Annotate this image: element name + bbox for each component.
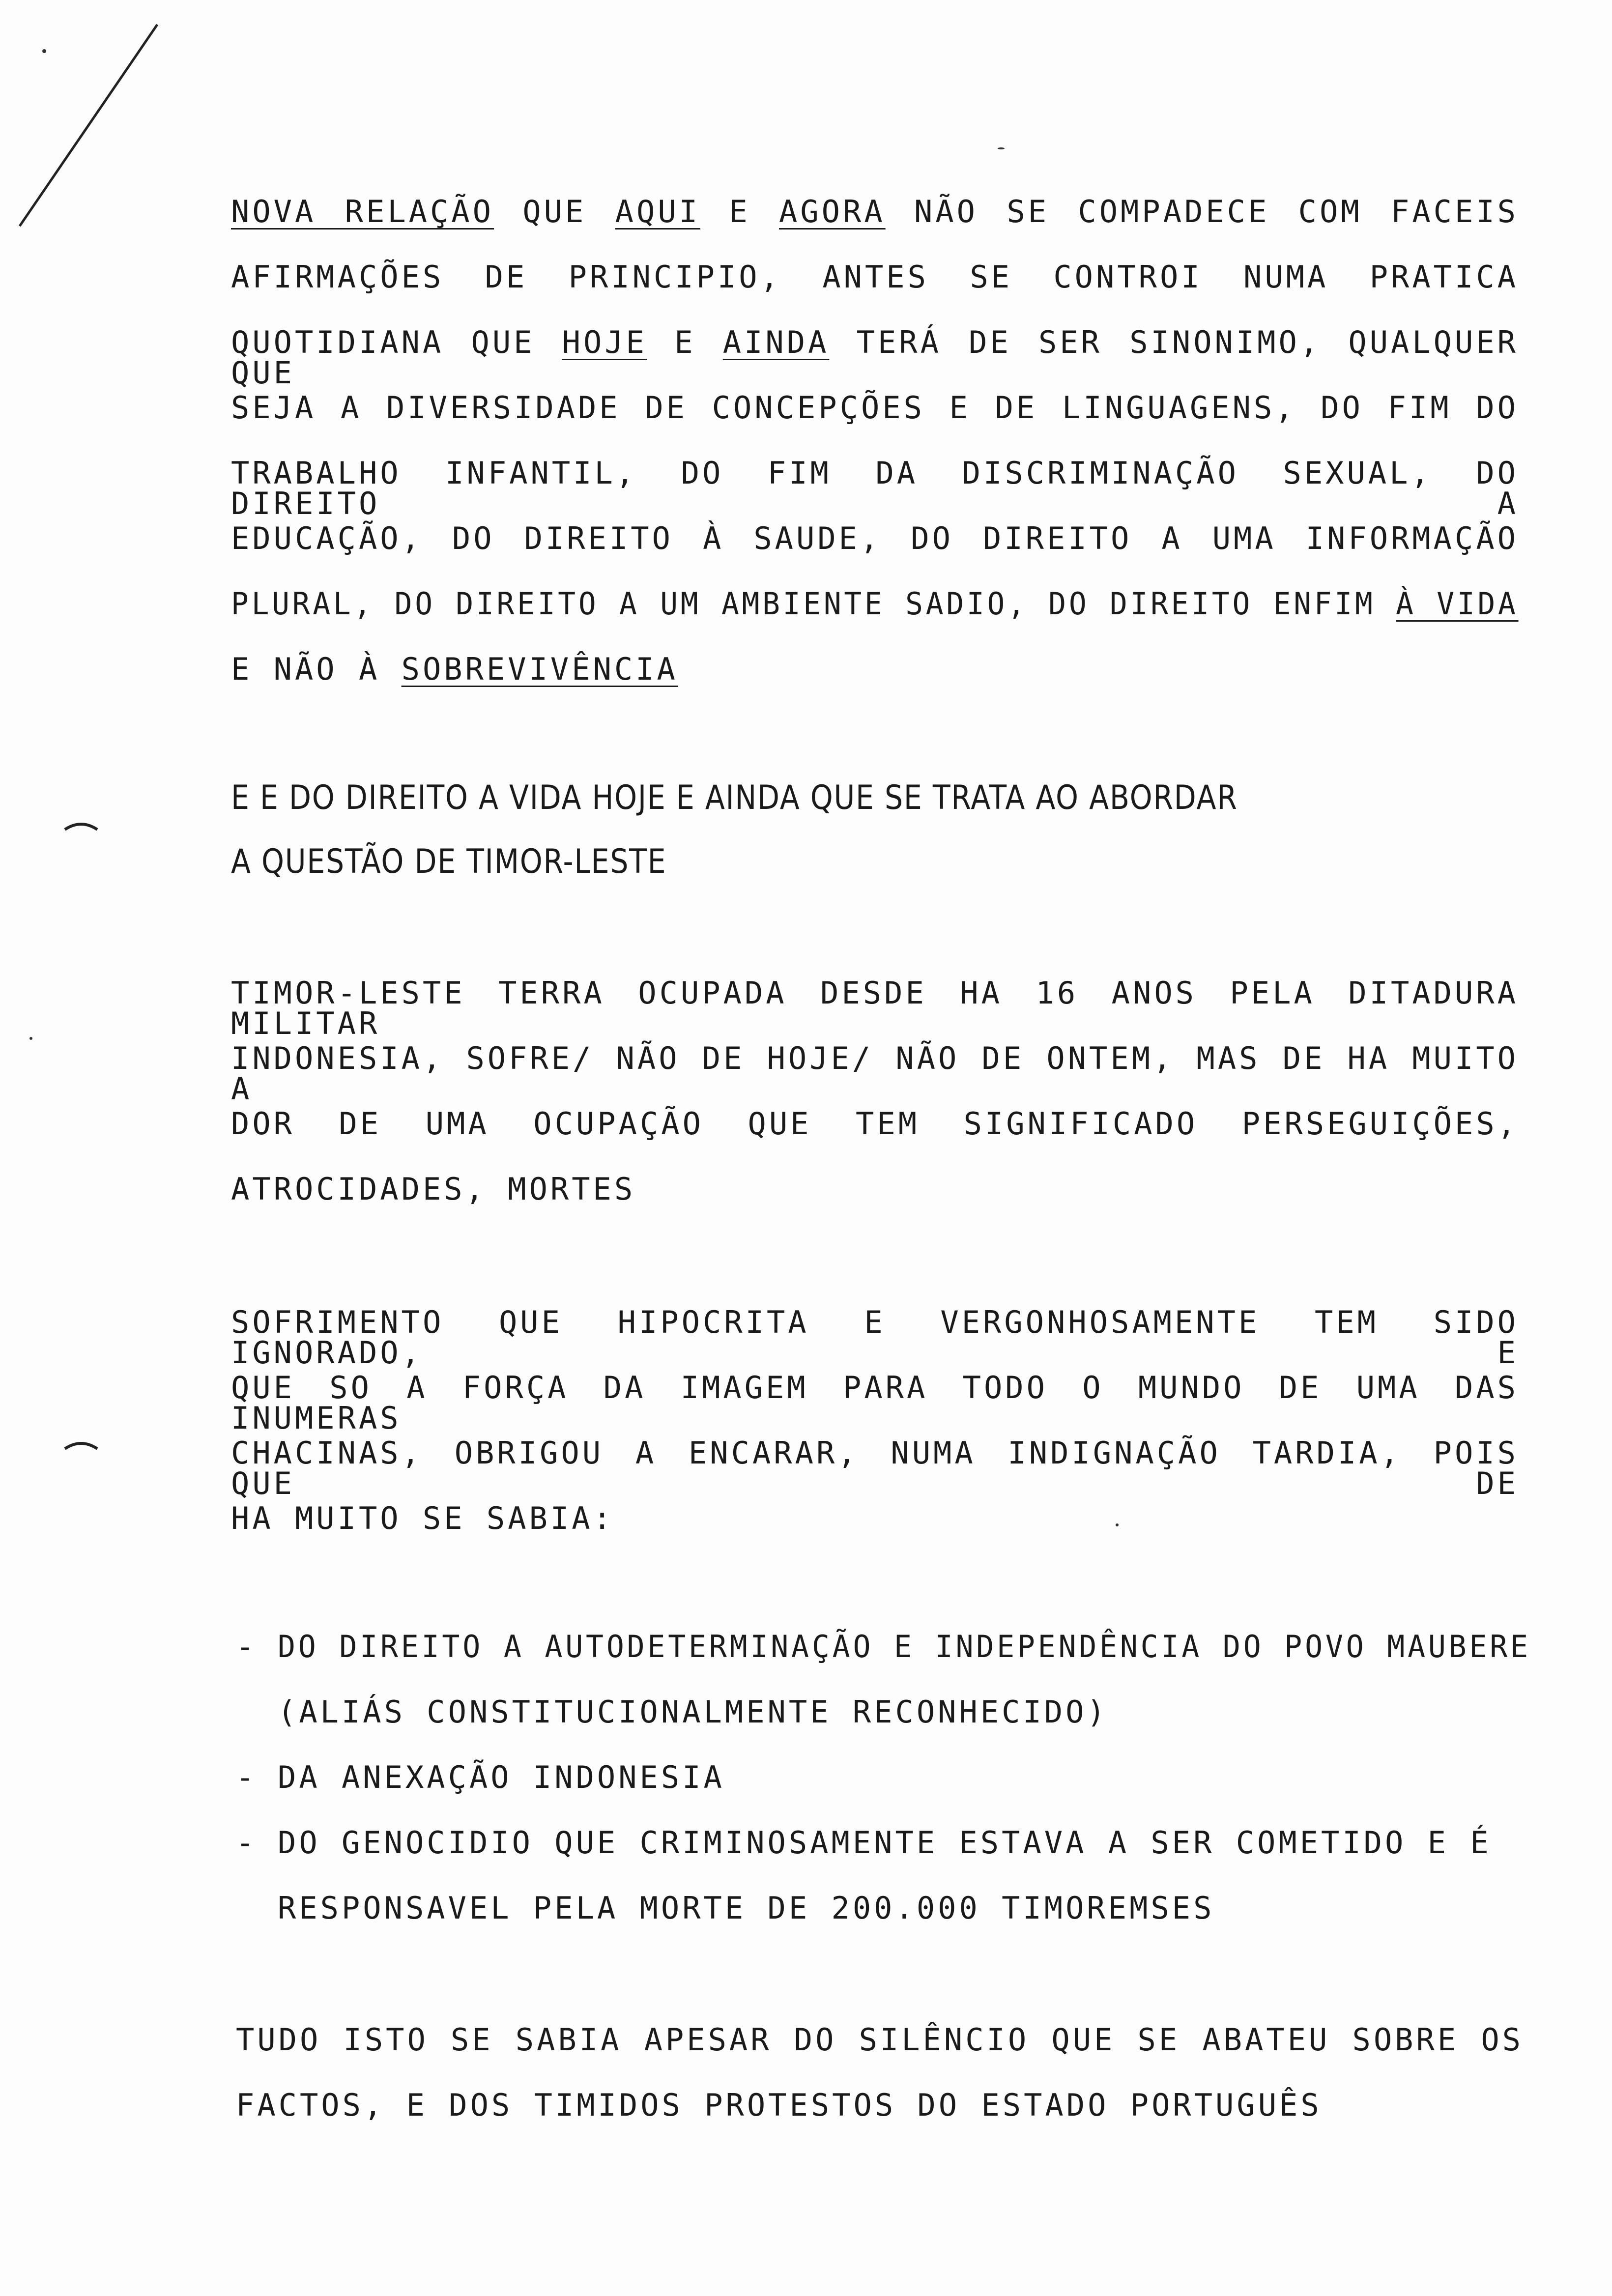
heading-line: A QUESTÃO DE TIMOR-LESTE xyxy=(231,842,667,881)
text-segment: PLURAL, DO DIREITO A UM AMBIENTE SADIO, DO DIREITO ENFIM xyxy=(231,586,1396,622)
list-item-line xyxy=(278,1890,1215,1926)
text-line xyxy=(236,2087,1322,2123)
list-item-text: DO GENOCIDIO QUE CRIMINOSAMENTE ESTAVA A SER COMETIDO E É xyxy=(278,1825,1492,1861)
text-segment: E xyxy=(700,194,779,230)
underlined-text: AQUI xyxy=(615,194,700,230)
text-line xyxy=(231,1370,1519,1436)
text-segment: E NÃO À xyxy=(231,651,402,687)
text-line xyxy=(231,1106,1519,1142)
list-item-line xyxy=(278,1629,1531,1665)
text-segment: EDUCAÇÃO, DO DIREITO À SAUDE, DO DIREITO A UMA INFORMAÇÃO xyxy=(231,520,1519,556)
text-line xyxy=(231,586,1519,622)
margin-hole-mark xyxy=(64,1440,98,1451)
text-segment: NÃO SE COMPADECE COM FACEIS xyxy=(885,194,1519,230)
text-line xyxy=(231,1040,1519,1107)
underlined-text: NOVA RELAÇÃO xyxy=(231,194,494,230)
list-item-line xyxy=(278,1694,1108,1730)
text-segment: HA MUITO SE SABIA: xyxy=(231,1500,614,1536)
margin-slash-mark xyxy=(15,20,172,236)
text-segment: CHACINAS, OBRIGOU A ENCARAR, NUMA INDIGNAÇÃO TARDIA, POIS QUE DE xyxy=(231,1435,1519,1501)
text-segment: ATROCIDADES, MORTES xyxy=(231,1171,636,1207)
list-bullet-dash: - xyxy=(236,1759,255,1795)
text-line xyxy=(231,455,1519,521)
paper-speck xyxy=(1116,1523,1119,1526)
text-segment: TRABALHO INFANTIL, DO FIM DA DISCRIMINAÇÃO SEXUAL, DO DIREITO A xyxy=(231,455,1519,521)
list-bullet-dash: - xyxy=(236,1629,255,1665)
text-line xyxy=(231,1435,1519,1501)
text-line xyxy=(231,1304,1519,1371)
underlined-text: SOBREVIVÊNCIA xyxy=(401,651,678,687)
text-segment: SOFRIMENTO QUE HIPOCRITA E VERGONHOSAMENTE TEM SIDO IGNORADO, E xyxy=(231,1304,1519,1371)
text-line xyxy=(231,194,1519,230)
heading-line: E E DO DIREITO A VIDA HOJE E AINDA QUE SE TRATA AO ABORDAR xyxy=(231,778,1238,817)
text-segment: SEJA A DIVERSIDADE DE CONCEPÇÕES E DE LINGUAGENS, DO FIM DO xyxy=(231,390,1519,426)
paper-speck xyxy=(998,147,1005,149)
underlined-text: AGORA xyxy=(779,194,886,230)
underlined-text: À VIDA xyxy=(1396,586,1519,622)
text-line xyxy=(231,1171,636,1207)
paper-speck xyxy=(42,49,46,53)
text-line xyxy=(231,259,1519,295)
underlined-text: AINDA xyxy=(722,324,830,360)
text-segment: QUE SO A FORÇA DA IMAGEM PARA TODO O MUNDO DE UMA DAS INUMERAS xyxy=(231,1370,1519,1436)
text-segment: AFIRMAÇÕES DE PRINCIPIO, ANTES SE CONTROI NUMA PRATICA xyxy=(231,259,1519,295)
text-segment: TUDO ISTO SE SABIA APESAR DO SILÊNCIO QUE SE ABATEU SOBRE OS xyxy=(236,2022,1524,2058)
list-item-text: DA ANEXAÇÃO INDONESIA xyxy=(278,1759,725,1795)
text-segment: QUOTIDIANA QUE xyxy=(231,324,562,360)
list-item-text: DO DIREITO A AUTODETERMINAÇÃO E INDEPENDÊNCIA DO POVO MAUBERE xyxy=(278,1629,1531,1665)
text-line xyxy=(236,2022,1524,2058)
underlined-text: HOJE xyxy=(562,324,647,360)
margin-hole-mark xyxy=(64,821,98,832)
text-segment: TERÁ DE SER SINONIMO, QUALQUER QUE xyxy=(231,324,1519,391)
text-segment: FACTOS, E DOS TIMIDOS PROTESTOS DO ESTADO PORTUGUÊS xyxy=(236,2087,1322,2123)
text-line xyxy=(231,324,1519,391)
list-item-line xyxy=(278,1759,725,1795)
text-segment: DOR DE UMA OCUPAÇÃO QUE TEM SIGNIFICADO PERSEGUIÇÕES, xyxy=(231,1106,1519,1142)
text-segment: QUE xyxy=(493,194,615,230)
heading-row xyxy=(231,842,667,881)
list-item-text: RESPONSAVEL PELA MORTE DE 200.000 TIMOREMSES xyxy=(278,1890,1215,1926)
list-bullet-dash: - xyxy=(236,1825,255,1861)
text-line xyxy=(231,390,1519,426)
paper-speck xyxy=(29,1037,32,1040)
text-line xyxy=(231,520,1519,556)
text-line xyxy=(231,1500,614,1536)
list-item-line xyxy=(278,1825,1492,1861)
text-segment: INDONESIA, SOFRE/ NÃO DE HOJE/ NÃO DE ONTEM, MAS DE HA MUITO A xyxy=(231,1040,1519,1107)
text-line xyxy=(231,975,1519,1041)
heading-row xyxy=(231,778,1238,817)
text-segment: E xyxy=(647,324,723,360)
list-item-text: (ALIÁS CONSTITUCIONALMENTE RECONHECIDO) xyxy=(278,1694,1108,1730)
text-line xyxy=(231,651,678,687)
text-segment: TIMOR-LESTE TERRA OCUPADA DESDE HA 16 ANOS PELA DITADURA MILITAR xyxy=(231,975,1519,1041)
